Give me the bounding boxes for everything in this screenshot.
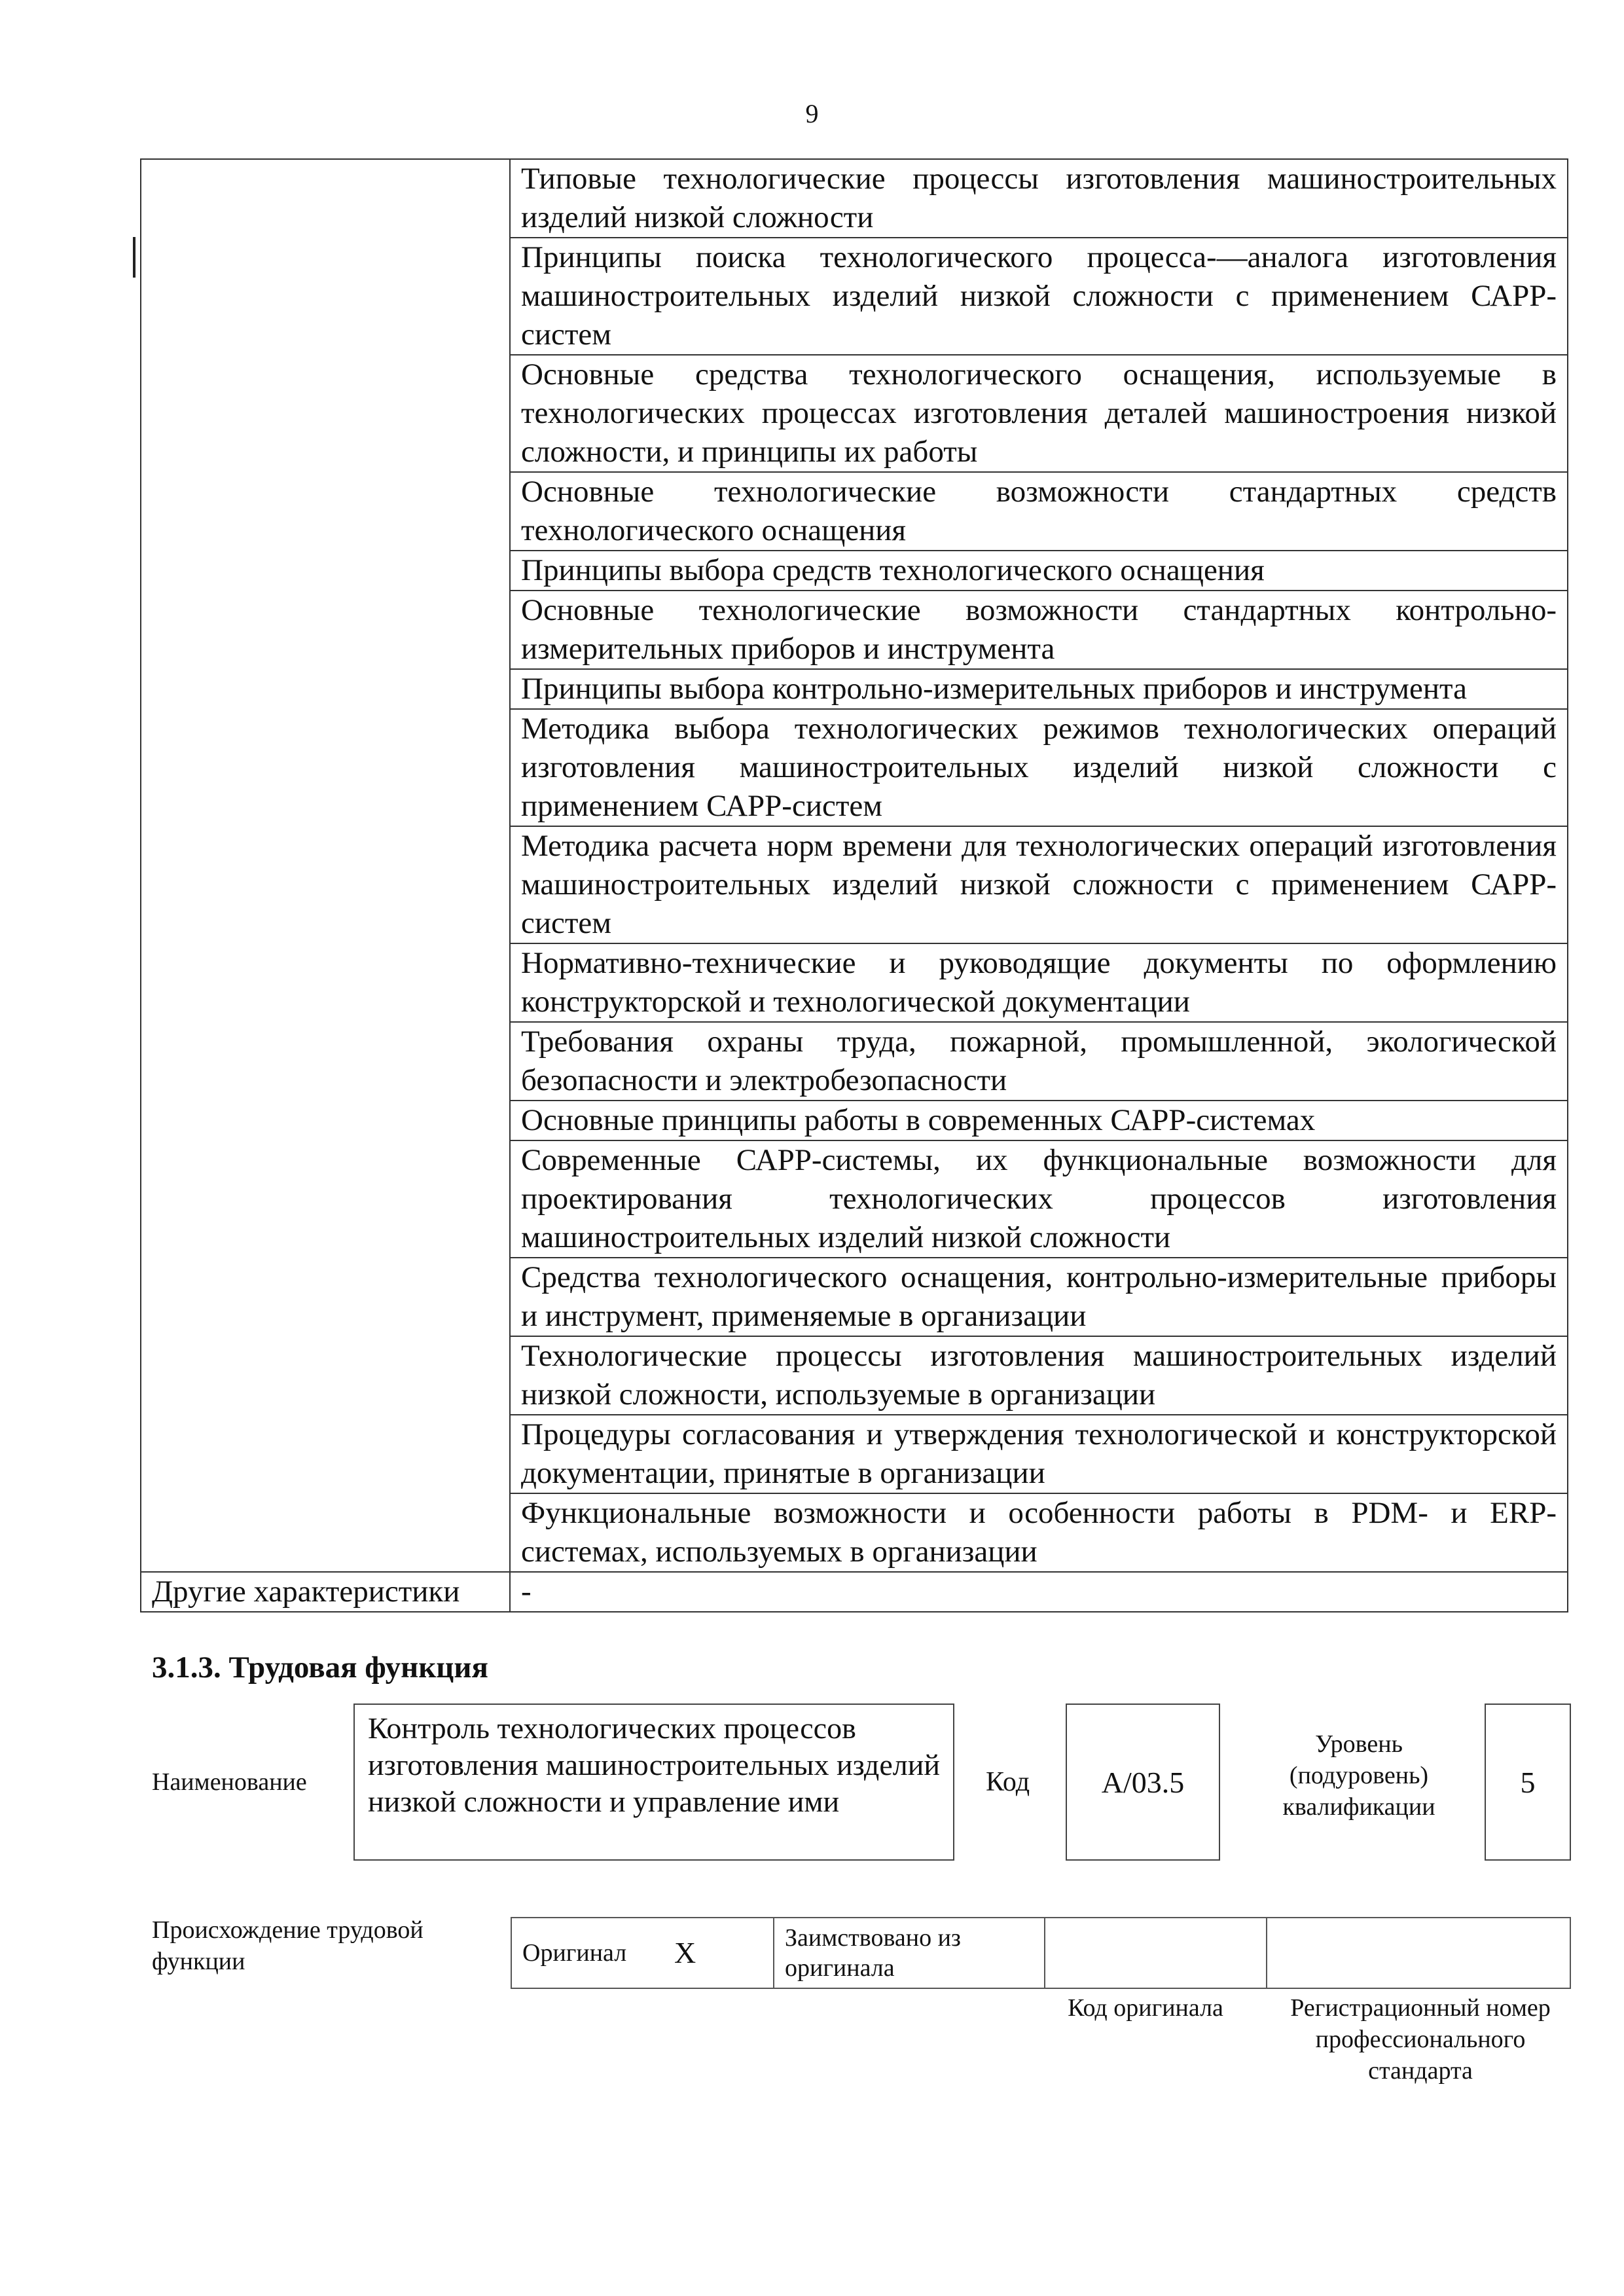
knowledge-item: Принципы поиска технологического процесса-—аналога изготовления машиностроительных изделий низкой сложности с применением САPP-систем	[510, 238, 1568, 355]
knowledge-item: Принципы выбора средств технологического оснащения	[510, 551, 1568, 591]
page-number: 9	[805, 99, 819, 128]
knowledge-item: Технологические процессы изготовления машиностроительных изделий низкой сложности, используемые в организации	[510, 1336, 1568, 1415]
origin-label: Происхождение трудовой функции	[152, 1916, 424, 1975]
knowledge-item: Функциональные возможности и особенности работы в PDM- и ERP-системах, используемых в организации	[510, 1493, 1568, 1572]
knowledge-item: Основные принципы работы в современных САPP-системах	[510, 1101, 1568, 1140]
original-cell: Оригинал	[511, 1918, 664, 1988]
knowledge-item: Процедуры согласования и утверждения технологической и конструкторской документации, принятые в организации	[510, 1415, 1568, 1493]
knowledge-item: Требования охраны труда, пожарной, промышленной, экологической безопасности и электробезопасности	[510, 1022, 1568, 1101]
knowledge-item: Методика выбора технологических режимов технологических операций изготовления машиностроительных изделий низкой сложности с применением САPP-систем	[510, 709, 1568, 826]
revision-bar	[133, 237, 135, 278]
level-label: Уровень (подуровень) квалификации	[1282, 1730, 1435, 1821]
knowledge-item: Основные средства технологического оснащения, используемые в технологических процессах изготовления деталей машиностроения низкой сложности, и принципы их работы	[510, 355, 1568, 472]
knowledge-item: Основные технологические возможности стандартных контрольно-измерительных приборов и инструмента	[510, 591, 1568, 669]
table-row	[141, 1572, 1568, 1612]
knowledge-item: Современные САPP-системы, их функциональные возможности для проектирования технологических процессов изготовления машиностроительных изделий низкой сложности	[510, 1140, 1568, 1258]
registration-caption: Регистрационный номер профессионального стандарта	[1290, 1994, 1551, 2085]
section-title: 3.1.3. Трудовая функция	[152, 1650, 488, 1685]
code-caption: Код оригинала	[1068, 1994, 1223, 2022]
knowledge-table-body	[141, 159, 1568, 1612]
origin-table	[511, 1917, 1571, 1989]
knowledge-item: Основные технологические возможности стандартных средств технологического оснащения	[510, 472, 1568, 551]
labor-function-name: Контроль технологических процессов изготовления машиностроительных изделий низкой сложности и управление ими	[353, 1704, 954, 1861]
name-label: Наименование	[152, 1768, 307, 1796]
labor-function-code: А/03.5	[1066, 1704, 1220, 1861]
knowledge-item: Принципы выбора контрольно-измерительных приборов и инструмента	[510, 669, 1568, 709]
knowledge-item: Нормативно-технические и руководящие документы по оформлению конструкторской и технологической документации	[510, 943, 1568, 1022]
other-characteristics-label: Другие характеристики	[141, 1572, 510, 1612]
original-code-cell	[1045, 1918, 1267, 1988]
original-mark: X	[664, 1918, 774, 1988]
code-label: Код	[986, 1767, 1030, 1797]
other-characteristics-value: -	[510, 1572, 1568, 1612]
knowledge-table	[140, 158, 1568, 1613]
registration-number-cell	[1267, 1918, 1570, 1988]
knowledge-item: Средства технологического оснащения, контрольно-измерительные приборы и инструмент, применяемые в организации	[510, 1258, 1568, 1336]
table-row	[141, 159, 1568, 238]
knowledge-item: Методика расчета норм времени для технологических операций изготовления машиностроительных изделий низкой сложности с применением САPP-систем	[510, 826, 1568, 943]
knowledge-item: Типовые технологические процессы изготовления машиностроительных изделий низкой сложности	[510, 159, 1568, 238]
row-label-empty	[141, 159, 510, 1572]
borrowed-cell: Заимствовано из оригинала	[774, 1918, 1045, 1988]
qualification-level: 5	[1485, 1704, 1571, 1861]
